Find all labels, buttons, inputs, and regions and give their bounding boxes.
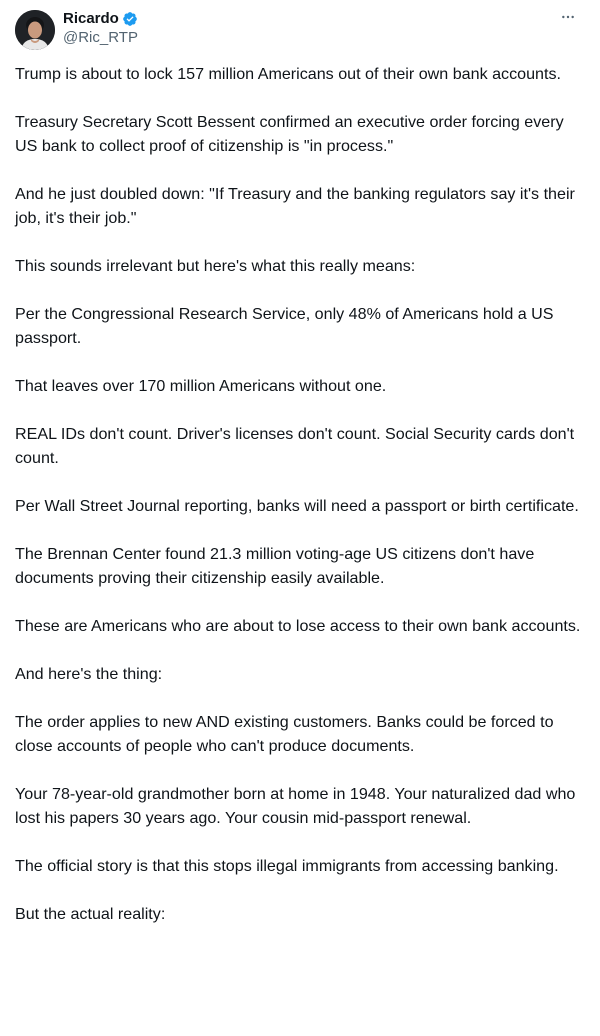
tweet-paragraph: And he just doubled down: "If Treasury and the banking regulators say it's their job, it's their job." (15, 185, 575, 227)
tweet-paragraph: The order applies to new AND existing customers. Banks could be forced to close accounts of people who can't produce documents. (15, 713, 554, 755)
avatar-image (15, 10, 55, 50)
name-row (63, 9, 138, 28)
tweet-paragraph: REAL IDs don't count. Driver's licenses don't count. Social Security cards don't count. (15, 425, 575, 467)
tweet-paragraph: Trump is about to lock 157 million Americans out of their own bank accounts. (15, 65, 561, 83)
more-horizontal-icon[interactable] (557, 6, 579, 28)
author-name[interactable]: Ricardo (63, 10, 119, 27)
tweet-paragraph: Your 78-year-old grandmother born at home in 1948. Your naturalized dad who lost his papers 30 years ago. Your cousin mid-passport renewal. (15, 785, 576, 827)
avatar[interactable] (15, 10, 55, 50)
tweet-paragraph: And here's the thing: (15, 665, 163, 683)
tweet-paragraph: That leaves over 170 million Americans without one. (15, 377, 387, 395)
tweet-header (15, 8, 585, 50)
author-handle[interactable]: @Ric_RTP (63, 29, 138, 46)
tweet-paragraph: But the actual reality: (15, 905, 166, 923)
tweet-paragraph: Per Wall Street Journal reporting, banks will need a passport or birth certificate. (15, 497, 579, 515)
tweet-paragraph: The official story is that this stops illegal immigrants from accessing banking. (15, 857, 559, 875)
tweet-paragraph: Treasury Secretary Scott Bessent confirmed an executive order forcing every US bank to collect proof of citizenship is "in process." (15, 113, 564, 155)
tweet-paragraph: These are Americans who are about to lose access to their own bank accounts. (15, 617, 581, 635)
tweet-paragraph: This sounds irrelevant but here's what this really means: (15, 257, 416, 275)
tweet-text (15, 62, 583, 950)
verified-badge-icon (122, 11, 138, 27)
tweet-paragraph: Per the Congressional Research Service, only 48% of Americans hold a US passport. (15, 305, 554, 347)
tweet-paragraph: The Brennan Center found 21.3 million voting-age US citizens don't have documents proving their citizenship easily available. (15, 545, 535, 587)
author-block (63, 9, 138, 48)
